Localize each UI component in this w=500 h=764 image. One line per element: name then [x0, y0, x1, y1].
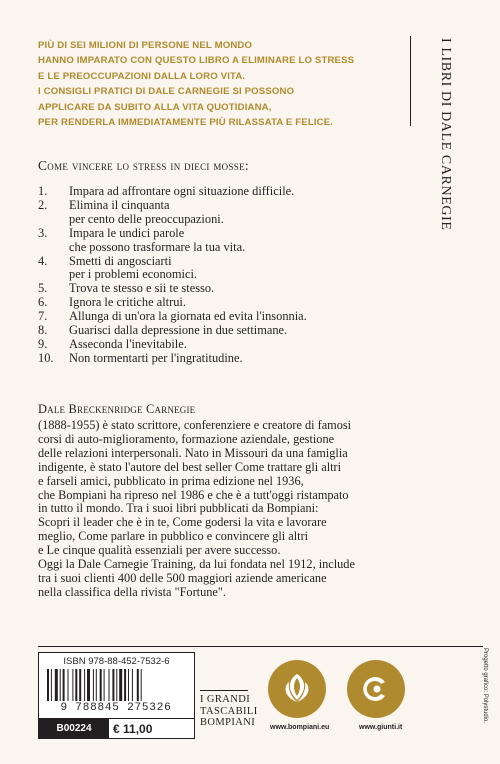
footer-divider: [38, 646, 483, 647]
author-name: Dale Breckenridge Carnegie: [38, 402, 196, 416]
price-row: [39, 718, 194, 739]
rose-logo-icon: [268, 660, 326, 718]
bio-line: in tutto il mondo. Tra i suoi libri pubblicati da Bompiani:: [38, 501, 319, 516]
series-title: I LIBRI DI DALE CARNEGIE: [438, 38, 453, 231]
item-number: 4.: [38, 253, 48, 268]
list-item: [38, 255, 307, 269]
promo-line: APPLICARE DA SUBITO ALLA VITA QUOTIDIANA,: [38, 101, 272, 113]
giunti-swirl-icon: [347, 660, 405, 718]
bio-line: e Le cinque qualità essenziali per avere successo.: [38, 543, 281, 558]
promo-block: [38, 38, 398, 130]
item-text: Smetti di angosciarti: [69, 253, 172, 268]
bio-line: Oggi la Dale Carnegie Training, da lui fondata nel 1912, include: [38, 557, 355, 572]
product-code: B00224: [39, 719, 109, 739]
item-text: Non tormentarti per l'ingratitudine.: [69, 350, 243, 365]
item-number: [38, 241, 69, 255]
price: € 11,00: [113, 722, 153, 736]
promo-line: E LE PREOCCUPAZIONI DALLA LORO VITA.: [38, 70, 246, 82]
bio-line: tra i suoi clienti 400 delle 500 maggiori aziende americane: [38, 570, 327, 585]
item-number: [38, 213, 69, 227]
steps-list: [38, 185, 307, 366]
item-number: 7.: [38, 309, 48, 324]
item-number: 5.: [38, 281, 48, 296]
item-text: Guarisci dalla depressione in due settimane.: [69, 323, 288, 338]
ean-digits: 9 788845 275326: [60, 702, 172, 714]
bio-line: meglio, Come parlare in pubblico e convincere gli altri: [38, 529, 309, 544]
item-text: Trova te stesso e sii te stesso.: [69, 281, 215, 296]
item-text: per cento delle preoccupazioni.: [69, 211, 224, 226]
item-number: 8.: [38, 323, 48, 338]
item-number: 3.: [38, 225, 48, 240]
group-url: www.giunti.it: [359, 724, 403, 731]
item-text: che possono trasformare la tua vita.: [69, 239, 246, 254]
list-item: [38, 213, 307, 227]
item-number: 9.: [38, 336, 48, 351]
barcode-box: [38, 652, 195, 739]
list-item: [38, 282, 307, 296]
promo-line: PIÙ DI SEI MILIONI DI PERSONE NEL MONDO: [38, 40, 253, 51]
imprint-line: I GRANDI: [200, 694, 251, 705]
list-item: [38, 338, 307, 352]
bio-line: e farseli amici, pubblicato in prima edizione nel 1936,: [38, 473, 304, 488]
promo-line: PER RENDERLA IMMEDIATAMENTE PIÙ RILASSATA E FELICE.: [38, 117, 334, 129]
design-credits: Progetto grafico: Polystudio.: [482, 648, 488, 724]
list-item: [38, 268, 307, 282]
item-number: 1.: [38, 184, 48, 198]
bio-line: Scopri il leader che è in te, Come godersi la vita e lavorare: [38, 515, 327, 530]
bio-line: (1888-1955) è stato scrittore, conferenziere e creatore di famosi: [38, 418, 352, 432]
list-item: [38, 324, 307, 338]
list-item: [38, 241, 307, 255]
list-item: [38, 352, 307, 366]
item-text: Ignora le critiche altrui.: [69, 295, 186, 310]
imprint: [200, 690, 258, 729]
imprint-rule: [200, 690, 248, 691]
list-item: [38, 296, 307, 310]
list-item: [38, 227, 307, 241]
item-text: Impara le undici parole: [69, 225, 185, 240]
item-text: Elimina il cinquanta: [69, 197, 170, 212]
item-number: 10.: [38, 350, 54, 365]
author-bio: [38, 419, 478, 600]
item-text: Asseconda l'inevitabile.: [69, 336, 187, 351]
list-title: Come vincere lo stress in dieci mosse:: [38, 158, 249, 173]
item-text: Impara ad affrontare ogni situazione difficile.: [69, 184, 295, 198]
item-number: [38, 268, 69, 282]
bio-line: corsi di auto-miglioramento, formazione aziendale, gestione: [38, 431, 335, 446]
isbn-label: ISBN 978-88-452-7532-6: [63, 656, 170, 667]
list-item: [38, 310, 307, 324]
bio-line: indigente, è stato l'autore del best seller Come trattare gli altri: [38, 459, 342, 474]
promo-line: I CONSIGLI PRATICI DI DALE CARNEGIE SI POSSONO: [38, 86, 295, 98]
imprint-line: BOMPIANI: [200, 717, 256, 728]
list-item: [38, 185, 307, 199]
item-text: Allunga di un'ora la giornata ed evita l'insonnia.: [69, 309, 307, 324]
barcode-icon: [47, 669, 186, 701]
series-divider: [410, 36, 411, 126]
item-number: 2.: [38, 197, 48, 212]
bio-line: nella classifica della rivista "Fortune".: [38, 584, 226, 599]
bio-line: che Bompiani ha ripreso nel 1986 e che è a tutt'oggi ristampato: [38, 487, 349, 502]
bio-line: delle relazioni interpersonali. Nato in Missouri da una famiglia: [38, 445, 348, 460]
item-number: 6.: [38, 295, 48, 310]
promo-line: HANNO IMPARATO CON QUESTO LIBRO A ELIMINARE LO STRESS: [38, 55, 355, 67]
list-item: [38, 199, 307, 213]
imprint-line: TASCABILI: [200, 705, 258, 717]
publisher-url: www.bompiani.eu: [270, 724, 330, 731]
item-text: per i problemi economici.: [69, 267, 197, 282]
